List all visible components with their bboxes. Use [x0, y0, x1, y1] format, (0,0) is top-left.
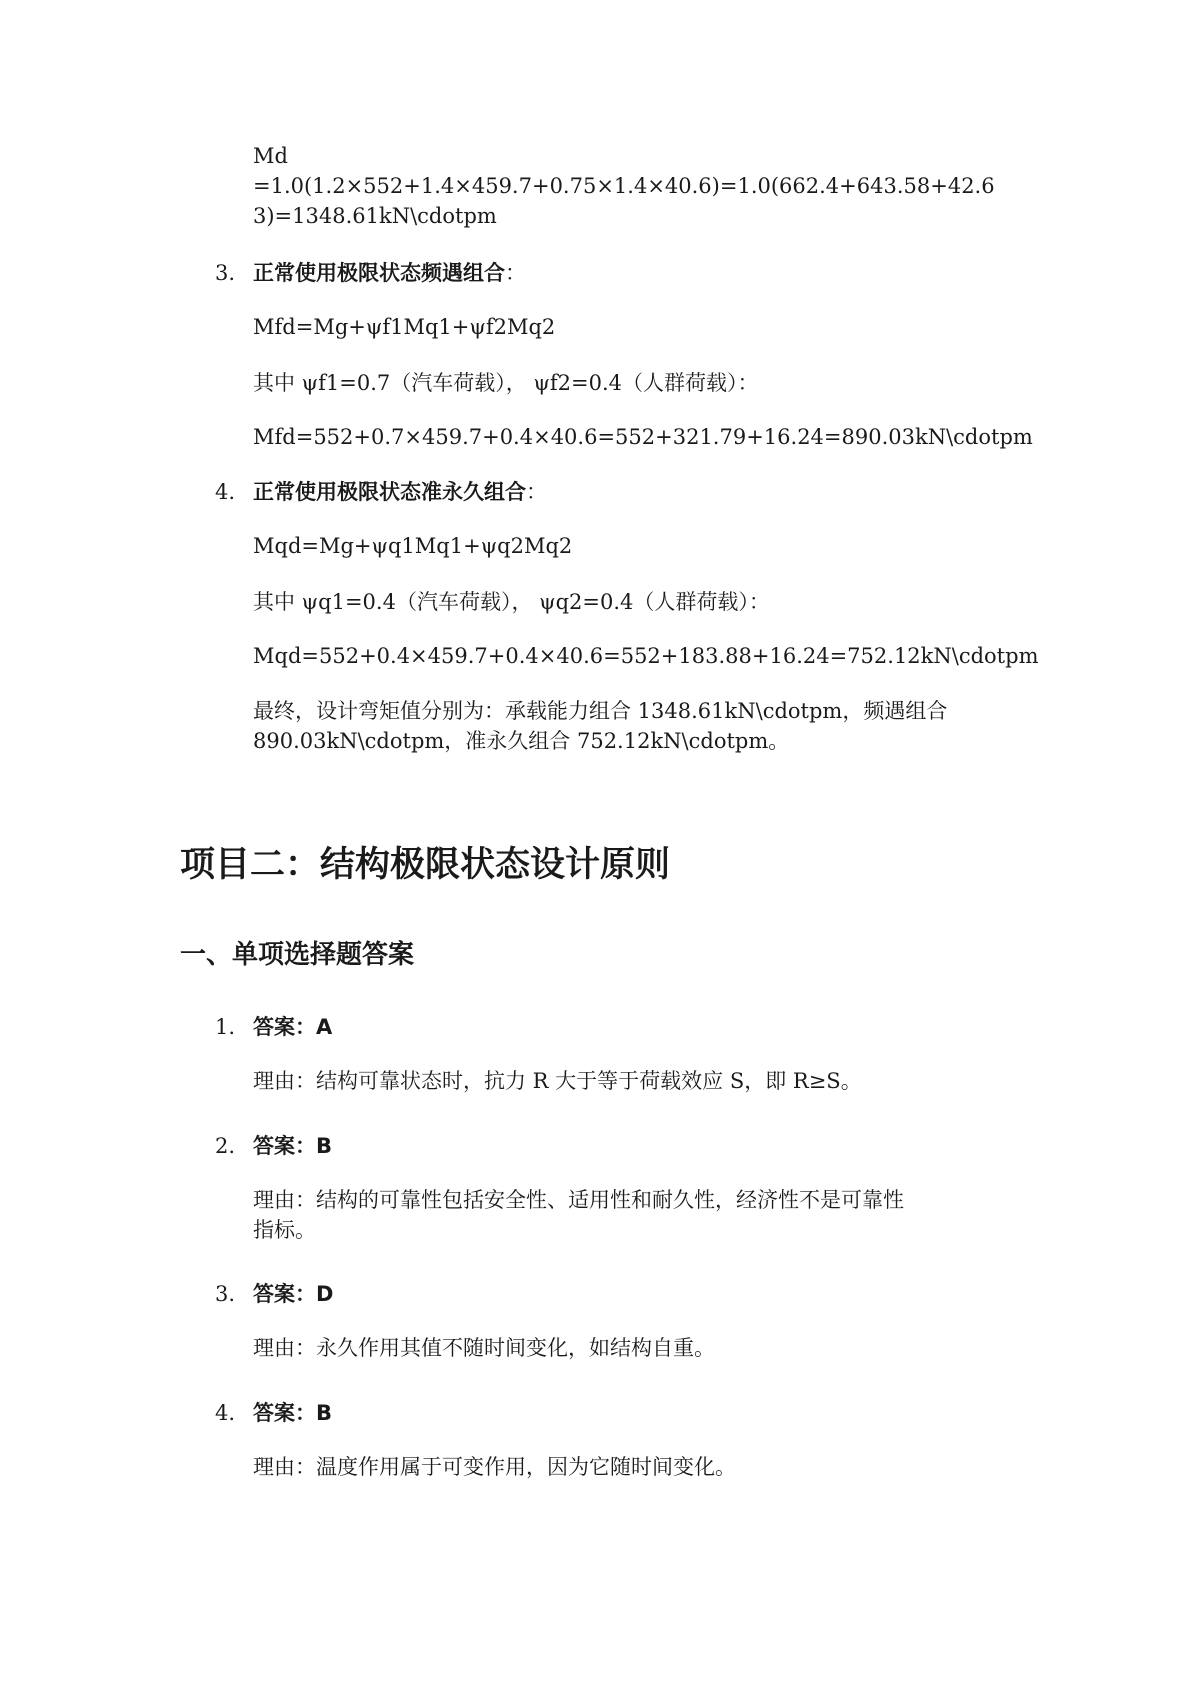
answer-2-value: B: [316, 1134, 333, 1158]
answer-4-value: B: [316, 1401, 333, 1425]
item-3-coefficients: 其中 ψf1=0.7（汽车荷载）， ψf2=0.4（人群荷载）：: [253, 371, 759, 395]
answer-4-reason: 理由：温度作用属于可变作用，因为它随时间变化。: [253, 1455, 736, 1479]
item-4-result: Mqd=552+0.4×459.7+0.4×40.6=552+183.88+16.24=752.12kN\cdotpm: [253, 644, 1039, 668]
item-4-formula: Mqd=Mg+ψq1Mq1+ψq2Mq2: [253, 534, 573, 558]
answer-1-reason: 理由：结构可靠状态时，抗力 R 大于等于荷载效应 S，即 R≥S。: [253, 1069, 862, 1093]
project-title: 项目二：结构极限状态设计原则: [180, 845, 671, 885]
item-4-coefficients: 其中 ψq1=0.4（汽车荷载）， ψq2=0.4（人群荷载）：: [253, 590, 770, 614]
answer-2-label: 答案：: [253, 1134, 316, 1158]
answer-3-value: D: [316, 1282, 334, 1306]
answer-2-reason-line-2: 指标。: [253, 1218, 316, 1242]
item-3-heading: [253, 258, 526, 288]
item-3-number: 3.: [215, 261, 236, 285]
item-4-heading-colon: ：: [526, 480, 547, 504]
md-calc-line-2: =1.0(1.2×552+1.4×459.7+0.75×1.4×40.6)=1.0(662.4+643.58+42.6: [253, 174, 995, 198]
answer-1-label: 答案：: [253, 1015, 316, 1039]
answer-3-label: 答案：: [253, 1282, 316, 1306]
item-4-number: 4.: [215, 480, 236, 504]
item-3-formula: Mfd=Mg+ψf1Mq1+ψf2Mq2: [253, 315, 556, 339]
answer-2-number: 2.: [215, 1134, 236, 1158]
answer-4-label: 答案：: [253, 1401, 316, 1425]
section-title: 一、单项选择题答案: [180, 940, 415, 970]
answer-1-number: 1.: [215, 1015, 236, 1039]
answer-2-reason-line-1: 理由：结构的可靠性包括安全性、适用性和耐久性，经济性不是可靠性: [253, 1188, 904, 1212]
md-calc-line-3: 3)=1348.61kN\cdotpm: [253, 204, 497, 228]
item-3-result: Mfd=552+0.7×459.7+0.4×40.6=552+321.79+16.24=890.03kN\cdotpm: [253, 425, 1033, 449]
item-4-heading-text: 正常使用极限状态准永久组合: [253, 480, 526, 504]
answer-1-heading: [253, 1012, 332, 1042]
md-calc-line-1: Md: [253, 144, 288, 168]
answer-3-heading: [253, 1279, 333, 1309]
answer-4-heading: [253, 1398, 332, 1428]
answer-4-number: 4.: [215, 1401, 236, 1425]
answer-2-heading: [253, 1131, 332, 1161]
summary-line-1: 最终，设计弯矩值分别为：承载能力组合 1348.61kN\cdotpm，频遇组合: [253, 699, 948, 723]
item-3-heading-text: 正常使用极限状态频遇组合: [253, 261, 505, 285]
answer-3-reason: 理由：永久作用其值不随时间变化，如结构自重。: [253, 1336, 715, 1360]
answer-1-value: A: [316, 1015, 333, 1039]
summary-line-2: 890.03kN\cdotpm，准永久组合 752.12kN\cdotpm。: [253, 729, 790, 753]
item-4-heading: [253, 477, 547, 507]
answer-3-number: 3.: [215, 1282, 236, 1306]
item-3-heading-colon: ：: [505, 261, 526, 285]
